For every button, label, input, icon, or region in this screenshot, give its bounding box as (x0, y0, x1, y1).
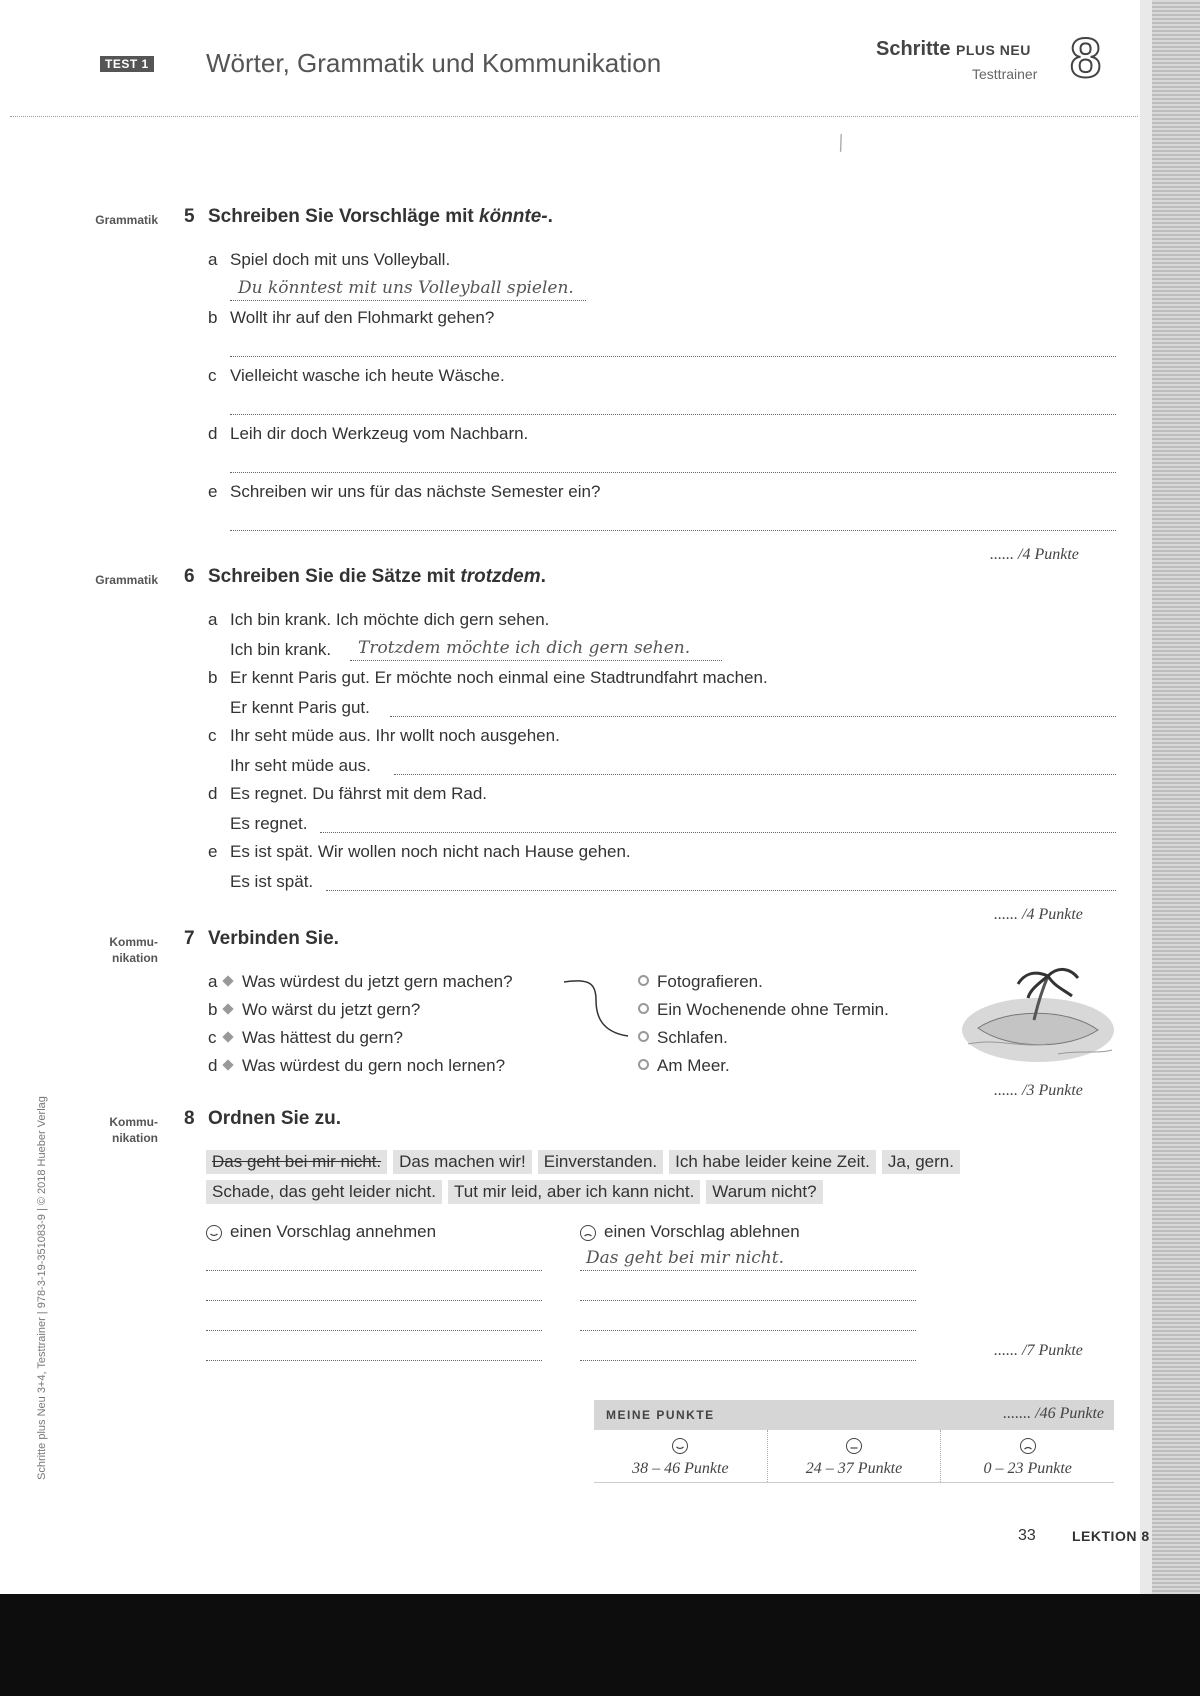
answer-field[interactable] (580, 1300, 916, 1301)
exercise-number: 8 (184, 1108, 195, 1129)
sentence-prefix: Er kennt Paris gut. (230, 698, 370, 717)
answer-field[interactable] (394, 774, 1116, 775)
answer-option[interactable]: Fotografieren. (638, 972, 763, 992)
brand-plus: PLUS NEU (956, 42, 1031, 58)
page-title: Wörter, Grammatik und Kommunikation (206, 48, 662, 78)
exercise-title: Ordnen Sie zu. (208, 1108, 342, 1129)
answer-field[interactable] (230, 414, 1116, 415)
handwritten-answer: Das geht bei mir nicht. (586, 1248, 784, 1268)
exercise-item: c Vielleicht wasche ich heute Wäsche. (208, 366, 505, 385)
category-label: Kommu- nikation (109, 1115, 158, 1146)
exercise-item: e Es ist spät. Wir wollen noch nicht nach Hause gehen. (208, 842, 631, 861)
sad-face-icon (580, 1225, 596, 1241)
word-chip[interactable]: Das machen wir! (393, 1150, 532, 1174)
answer-field[interactable] (580, 1330, 916, 1331)
circle-bullet-icon (638, 1031, 649, 1042)
exercise-item: d Es regnet. Du fährst mit dem Rad. (208, 784, 487, 803)
answer-field[interactable] (230, 278, 586, 301)
circle-bullet-icon (638, 975, 649, 986)
pen-mark: ⁄ (833, 130, 850, 155)
handwritten-answer: Trotzdem möchte ich dich gern sehen. (358, 638, 691, 658)
score-field: ...... /4 Punkte (994, 906, 1083, 923)
exercise-number: 6 (184, 566, 195, 587)
neutral-face-icon (846, 1438, 862, 1454)
brand-title (876, 38, 1031, 61)
diamond-bullet-icon (222, 1003, 233, 1014)
word-chip[interactable]: Schade, das geht leider nicht. (206, 1180, 442, 1204)
word-chip[interactable]: Warum nicht? (706, 1180, 822, 1204)
island-illustration (958, 958, 1118, 1068)
header-divider (10, 116, 1138, 117)
exercise-item: d Leih dir doch Werkzeug vom Nachbarn. (208, 424, 529, 443)
answer-option[interactable]: Schlafen. (638, 1028, 728, 1048)
exercise-number: 5 (184, 206, 195, 227)
scan-background (0, 1594, 1200, 1696)
exercise-title: Schreiben Sie die Sätze mit trotzdem. (208, 566, 546, 587)
exercise-number: 7 (184, 928, 195, 949)
exercise-title: Schreiben Sie Vorschläge mit könnte-. (208, 206, 553, 227)
answer-field[interactable] (206, 1270, 542, 1271)
diamond-bullet-icon (222, 975, 233, 986)
handwritten-answer: Du könntest mit uns Volleyball spielen. (238, 278, 574, 298)
question-item: d Was würdest du gern noch lernen? (208, 1056, 506, 1075)
column-header-reject: einen Vorschlag ablehnen (580, 1222, 800, 1242)
word-chip[interactable]: Ich habe leider keine Zeit. (669, 1150, 876, 1174)
question-item: c Was hättest du gern? (208, 1028, 403, 1047)
answer-field[interactable] (326, 890, 1116, 891)
score-summary-label: MEINE PUNKTE (606, 1408, 715, 1422)
exercise-item: c Ihr seht müde aus. Ihr wollt noch ausgehen. (208, 726, 560, 745)
answer-option[interactable]: Am Meer. (638, 1056, 730, 1076)
total-score-field: ....... /46 Punkte (1003, 1405, 1104, 1422)
question-item: b Wo wärst du jetzt gern? (208, 1000, 421, 1019)
happy-face-icon (206, 1225, 222, 1241)
test-badge: TEST 1 (100, 56, 154, 72)
scan-edge (1140, 0, 1152, 1594)
circle-bullet-icon (638, 1003, 649, 1014)
score-summary-header (594, 1400, 1114, 1430)
diamond-bullet-icon (222, 1059, 233, 1070)
word-chip[interactable]: Ja, gern. (882, 1150, 960, 1174)
diamond-bullet-icon (222, 1031, 233, 1042)
brand-main: Schritte (876, 38, 951, 60)
score-field: ...... /3 Punkte (994, 1082, 1083, 1099)
answer-field[interactable] (350, 638, 722, 661)
word-chip[interactable]: Tut mir leid, aber ich kann nicht. (448, 1180, 700, 1204)
circle-bullet-icon (638, 1059, 649, 1070)
word-chip[interactable]: Einverstanden. (538, 1150, 663, 1174)
score-field: ...... /4 Punkte (990, 546, 1079, 563)
sentence-prefix: Ich bin krank. (230, 640, 332, 659)
answer-field[interactable] (206, 1360, 542, 1361)
score-range-medium: 24 – 37 Punkte (768, 1430, 942, 1482)
score-summary-box (594, 1400, 1114, 1483)
exercise-item: a Ich bin krank. Ich möchte dich gern sehen. (208, 610, 550, 629)
page-number: 33 (1018, 1527, 1036, 1544)
lesson-label: LEKTION 8 (1072, 1528, 1150, 1544)
answer-option[interactable]: Ein Wochenende ohne Termin. (638, 1000, 889, 1020)
sad-face-icon (1020, 1438, 1036, 1454)
score-range-low: 0 – 23 Punkte (941, 1430, 1114, 1482)
word-chip[interactable]: Das geht bei mir nicht. (206, 1150, 387, 1174)
answer-field[interactable] (230, 530, 1116, 531)
sentence-prefix: Ihr seht müde aus. (230, 756, 371, 775)
scan-edge-pattern (1152, 0, 1200, 1594)
answer-field[interactable] (320, 832, 1116, 833)
question-item: a Was würdest du jetzt gern machen? (208, 972, 513, 991)
category-label: Grammatik (95, 213, 158, 227)
answer-field[interactable] (230, 472, 1116, 473)
answer-field[interactable] (206, 1300, 542, 1301)
exercise-item: b Er kennt Paris gut. Er möchte noch einmal eine Stadtrundfahrt machen. (208, 668, 768, 687)
category-label: Grammatik (95, 573, 158, 587)
lesson-number: 8 (1070, 26, 1102, 89)
answer-field[interactable] (580, 1248, 916, 1271)
answer-field[interactable] (580, 1360, 916, 1361)
sentence-prefix: Es regnet. (230, 814, 308, 833)
exercise-item: a Spiel doch mit uns Volleyball. (208, 250, 451, 269)
connecting-line (560, 970, 640, 1050)
exercise-item: b Wollt ihr auf den Flohmarkt gehen? (208, 308, 495, 327)
column-header-accept: einen Vorschlag annehmen (206, 1222, 436, 1242)
sentence-prefix: Es ist spät. (230, 872, 314, 891)
category-label: Kommu- nikation (109, 935, 158, 966)
exercise-item: e Schreiben wir uns für das nächste Semester ein? (208, 482, 601, 501)
copyright-note: Schritte plus Neu 3+4, Testtrainer | 978-3-19-351083-9 | © 2018 Hueber Verlag (36, 1096, 48, 1480)
happy-face-icon (672, 1438, 688, 1454)
brand-subtitle: Testtrainer (972, 66, 1038, 82)
answer-field[interactable] (206, 1330, 542, 1331)
exercise-title: Verbinden Sie. (208, 928, 339, 949)
word-bank (206, 1150, 1126, 1210)
score-field: ...... /7 Punkte (994, 1342, 1083, 1359)
answer-field[interactable] (390, 716, 1116, 717)
score-range-good: 38 – 46 Punkte (594, 1430, 768, 1482)
answer-field[interactable] (230, 356, 1116, 357)
